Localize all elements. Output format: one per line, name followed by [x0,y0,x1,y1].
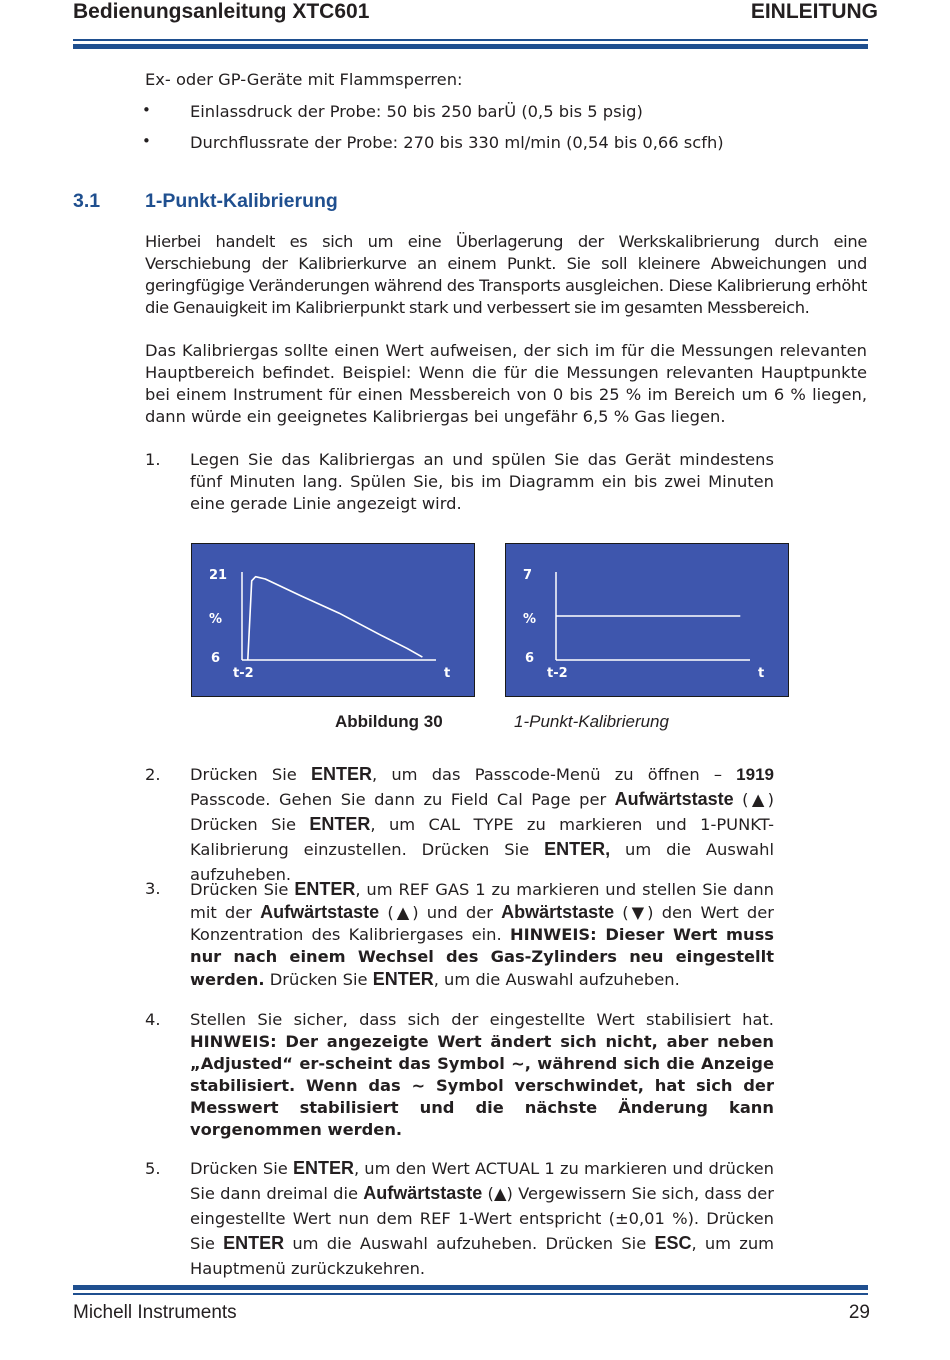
bullet-dot: • [142,101,151,119]
chart-svg [506,544,788,696]
step-text: Drücken Sie ENTER, um REF GAS 1 zu markieren und stellen Sie dann mit der Aufwärtstaste (▲) und der Abwärtstaste (▼) den Wert der Konzentration des Kalibriergases ein. HINWEIS: Dieser Wert muss nur nach einem Wechsel des Gas-Zylinders neu eingestellt werden. Drücken Sie ENTER, um die Auswahl aufzuheben. [190,879,774,989]
note: HINWEIS: Der angezeigte Wert ändert sich nicht, aber neben „Adjusted“ er-scheint das Symbol ~, während sich die Anzeige stabilisiert. Wenn das ~ Symbol verschwindet, hat sich der Messwert stabilisiert und die nächste Änderung kann vorgenommen werden. [190,1032,774,1139]
enter-key: ENTER [223,1233,285,1253]
x-end-label: t [444,666,451,681]
esc-key: ESC [654,1233,692,1253]
step-number: 1. [145,450,161,469]
chart-svg [192,544,474,696]
enter-key: ENTER [294,879,356,899]
enter-key: ENTER, [544,839,611,859]
step-number: 2. [145,765,161,784]
y-max-label: 21 [209,568,228,583]
section-number: 3.1 [73,190,101,212]
chapter-title: EINLEITUNG [750,0,878,23]
footer-rule-thick [73,1285,868,1290]
y-max-label: 7 [523,568,533,583]
section-title: 1-Punkt-Kalibrierung [145,190,338,212]
step-text: Drücken Sie ENTER, um den Wert ACTUAL 1 zu markieren und drücken Sie dann dreimal die Aufwärtstaste (▲) Vergewissern Sie sich, dass der eingestellte Wert nun dem REF 1-Wert entspricht (±0,01 %). Drücken Sie ENTER um die Auswahl aufzuheben. Drücken Sie ESC, um zum Hauptmenü zurückzukehren. [190,1158,774,1278]
step-number: 4. [145,1010,161,1029]
figure-label: Abbildung 30 [335,712,443,731]
document-title: Bedienungsanleitung XTC601 [73,0,370,23]
paragraph: Das Kalibriergas sollte einen Wert aufweisen, der sich im für die Messungen relevanten Hauptbereich befindet. Beispiel: Wenn die für die Messungen relevanten Hauptpunkte bei einem Instrument für einen Messbereich von 0 bis 25 % im Bereich um 6 % liegen, dann würde ein geeignetes Kalibriergas bei ungefähr 6,5 % Gas liegen. [145,341,867,426]
step-text: Stellen Sie sicher, dass sich der eingestellte Wert stabilisiert hat. HINWEIS: Der angezeigte Wert ändert sich nicht, aber neben „Adjusted“ er-scheint das Symbol ~, während sich die Anzeige stabilisiert. Wenn das ~ Symbol verschwindet, hat sich der Messwert stabilisiert und die nächste Änderung kann vorgenommen werden. [190,1010,774,1139]
figure-title: 1-Punkt-Kalibrierung [514,712,669,731]
y-unit-label: % [523,612,537,627]
header-rule-thick [73,44,868,49]
enter-key: ENTER [310,764,372,784]
bullet-item: Durchflussrate der Probe: 270 bis 330 ml/min (0,54 bis 0,66 scfh) [190,133,724,152]
enter-key: ENTER [309,814,371,834]
enter-key: ENTER [292,1158,354,1178]
note: HINWEIS: Dieser Wert muss nur nach einem Wechsel des Gas-Zylinders neu eingestellt werden. [190,925,774,989]
step-text: Legen Sie das Kalibriergas an und spülen Sie das Gerät mindestens fünf Minuten lang. Spülen Sie, bis im Diagramm ein bis zwei Minuten eine gerade Linie angezeigt wird. [190,450,774,513]
bullet-dot: • [142,132,151,150]
company-name: Michell Instruments [73,1302,237,1323]
x-start-label: t-2 [233,666,254,681]
paragraph: Hierbei handelt es sich um eine Überlagerung der Werkskalibrierung durch eine Verschiebung der Kalibrierkurve an einem Punkt. Sie soll kleinere Abweichungen und geringfügige Veränderungen während des Transports ausgleichen. Diese Kalibrierung erhöht die Genauigkeit im Kalibrierpunkt stark und verbessert sie im gesamten Messbereich. [145,232,867,317]
up-key: Aufwärtstaste [260,902,380,922]
page-number: 29 [848,1302,870,1323]
down-key: Abwärtstaste [501,902,615,922]
up-key: Aufwärtstaste [614,789,734,809]
intro-line: Ex- oder GP-Geräte mit Flammsperren: [145,70,463,89]
step-number: 3. [145,879,161,898]
step-number: 5. [145,1159,161,1178]
enter-key: ENTER [372,969,434,989]
y-min-label: 6 [211,651,221,666]
chart-calibration-curve [191,543,475,697]
passcode: 1919 [736,765,774,784]
bullet-item: Einlassdruck der Probe: 50 bis 250 barÜ (0,5 bis 5 psig) [190,102,643,121]
footer-rule-thin [73,1293,868,1295]
y-min-label: 6 [525,651,535,666]
up-key: Aufwärtstaste [363,1183,483,1203]
chart-stable-line [505,543,789,697]
y-unit-label: % [209,612,223,627]
x-end-label: t [758,666,765,681]
step-text: Drücken Sie ENTER, um das Passcode-Menü zu öffnen – 1919 Passcode. Gehen Sie dann zu Field Cal Page per Aufwärtstaste (▲) Drücken Sie ENTER, um CAL TYPE zu markieren und 1-PUNKT-Kalibrierung einzustellen. Drücken Sie ENTER, um die Auswahl aufzuheben. [190,764,774,884]
x-start-label: t-2 [547,666,568,681]
header-rule-thin [73,39,868,41]
